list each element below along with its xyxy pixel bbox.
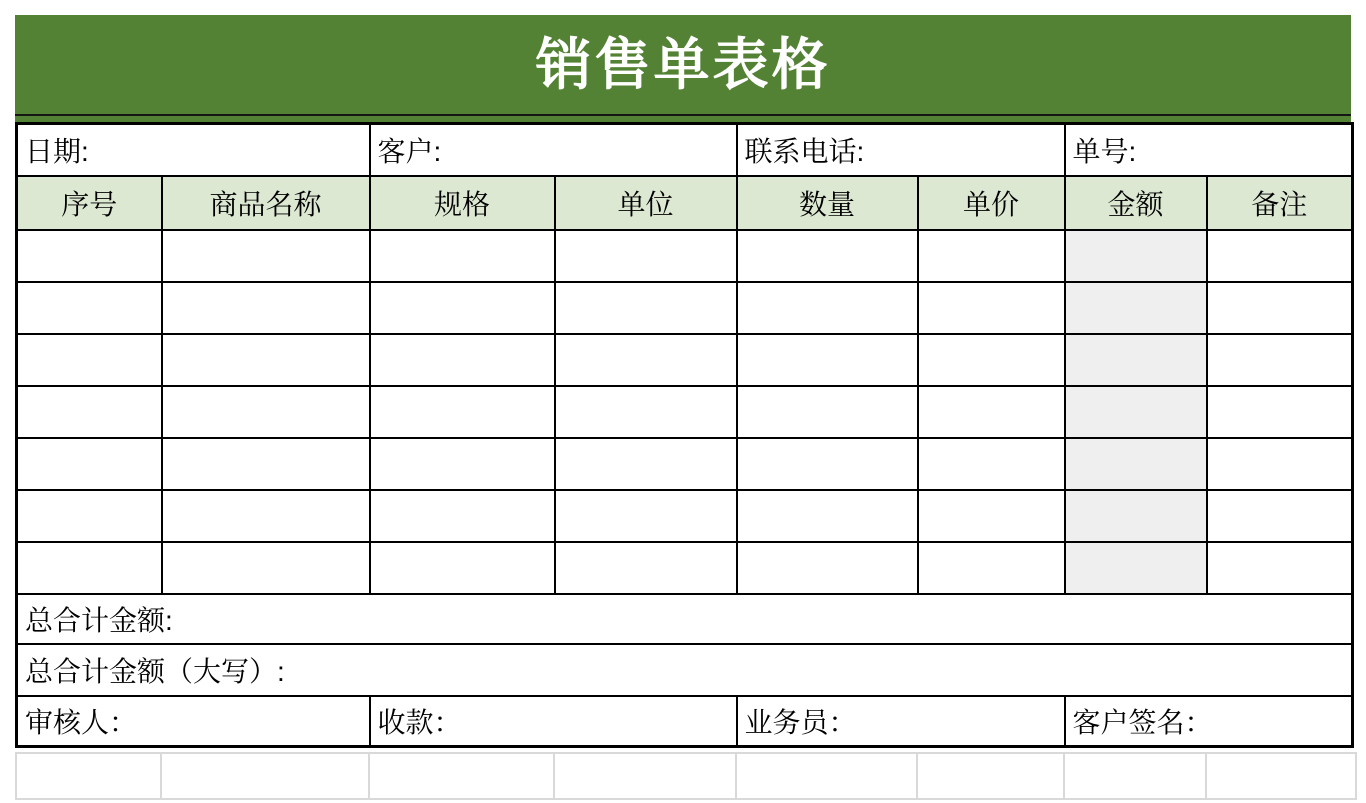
cell-amount[interactable] xyxy=(1065,542,1207,594)
cell-unit[interactable] xyxy=(555,334,737,386)
phone-field[interactable]: 联系电话: xyxy=(737,124,1065,177)
form-title: 销售单表格 xyxy=(535,32,831,96)
total-amount-caps-field[interactable]: 总合计金额（大写）: xyxy=(17,644,1353,696)
col-header-unit: 单位 xyxy=(555,176,737,230)
sheet-row xyxy=(16,753,1356,799)
cell-spec[interactable] xyxy=(370,542,555,594)
cell-note[interactable] xyxy=(1207,490,1353,542)
cell-product[interactable] xyxy=(162,334,370,386)
cell-unit[interactable] xyxy=(555,230,737,282)
cell-quantity[interactable] xyxy=(737,282,918,334)
table-row xyxy=(17,334,1353,386)
order-number-field[interactable]: 单号: xyxy=(1065,124,1353,177)
salesperson-field[interactable]: 业务员： xyxy=(737,696,1065,747)
sales-form-table xyxy=(15,122,1354,748)
spreadsheet-grid-row xyxy=(15,752,1357,800)
col-header-spec: 规格 xyxy=(370,176,555,230)
customer-field[interactable]: 客户: xyxy=(370,124,737,177)
cell-amount[interactable] xyxy=(1065,386,1207,438)
sheet-cell[interactable] xyxy=(16,753,161,799)
cell-index[interactable] xyxy=(17,490,162,542)
table-row xyxy=(17,230,1353,282)
cell-index[interactable] xyxy=(17,282,162,334)
cell-amount[interactable] xyxy=(1065,438,1207,490)
sheet-cell[interactable] xyxy=(1064,753,1206,799)
table-row xyxy=(17,438,1353,490)
cell-index[interactable] xyxy=(17,438,162,490)
cell-unit-price[interactable] xyxy=(918,490,1065,542)
cell-unit[interactable] xyxy=(555,386,737,438)
cell-quantity[interactable] xyxy=(737,386,918,438)
sheet-cell[interactable] xyxy=(736,753,917,799)
cell-spec[interactable] xyxy=(370,438,555,490)
cell-index[interactable] xyxy=(17,386,162,438)
cell-note[interactable] xyxy=(1207,230,1353,282)
sheet-cell[interactable] xyxy=(161,753,369,799)
cell-quantity[interactable] xyxy=(737,230,918,282)
cell-note[interactable] xyxy=(1207,438,1353,490)
cell-spec[interactable] xyxy=(370,334,555,386)
cell-product[interactable] xyxy=(162,490,370,542)
cell-spec[interactable] xyxy=(370,490,555,542)
cell-spec[interactable] xyxy=(370,282,555,334)
total-amount-row xyxy=(17,594,1353,644)
cell-index[interactable] xyxy=(17,542,162,594)
sheet-cell[interactable] xyxy=(1206,753,1356,799)
cell-unit-price[interactable] xyxy=(918,542,1065,594)
col-header-product: 商品名称 xyxy=(162,176,370,230)
sheet-cell[interactable] xyxy=(369,753,554,799)
table-row xyxy=(17,386,1353,438)
cell-unit-price[interactable] xyxy=(918,334,1065,386)
table-row xyxy=(17,490,1353,542)
cell-amount[interactable] xyxy=(1065,282,1207,334)
cell-unit[interactable] xyxy=(555,282,737,334)
customer-signature-field[interactable]: 客户签名： xyxy=(1065,696,1353,747)
cell-quantity[interactable] xyxy=(737,438,918,490)
sheet-cell[interactable] xyxy=(554,753,736,799)
cell-unit[interactable] xyxy=(555,490,737,542)
cell-index[interactable] xyxy=(17,230,162,282)
date-field[interactable]: 日期: xyxy=(17,124,370,177)
cell-amount[interactable] xyxy=(1065,230,1207,282)
cell-amount[interactable] xyxy=(1065,490,1207,542)
total-amount-field[interactable]: 总合计金额: xyxy=(17,594,1353,644)
col-header-note: 备注 xyxy=(1207,176,1353,230)
cell-index[interactable] xyxy=(17,334,162,386)
cell-product[interactable] xyxy=(162,282,370,334)
title-banner xyxy=(15,15,1351,114)
cell-note[interactable] xyxy=(1207,542,1353,594)
cell-unit-price[interactable] xyxy=(918,230,1065,282)
column-header-row xyxy=(17,176,1353,230)
cell-product[interactable] xyxy=(162,438,370,490)
cell-spec[interactable] xyxy=(370,386,555,438)
cell-quantity[interactable] xyxy=(737,490,918,542)
cell-note[interactable] xyxy=(1207,334,1353,386)
cell-product[interactable] xyxy=(162,542,370,594)
table-row xyxy=(17,282,1353,334)
cell-quantity[interactable] xyxy=(737,542,918,594)
cell-unit-price[interactable] xyxy=(918,282,1065,334)
signature-row xyxy=(17,696,1353,747)
table-row xyxy=(17,542,1353,594)
cell-unit-price[interactable] xyxy=(918,438,1065,490)
col-header-index: 序号 xyxy=(17,176,162,230)
cell-quantity[interactable] xyxy=(737,334,918,386)
payee-field[interactable]: 收款： xyxy=(370,696,737,747)
cell-unit[interactable] xyxy=(555,542,737,594)
col-header-quantity: 数量 xyxy=(737,176,918,230)
col-header-amount: 金额 xyxy=(1065,176,1207,230)
total-amount-caps-row xyxy=(17,644,1353,696)
info-row xyxy=(17,124,1353,177)
cell-note[interactable] xyxy=(1207,282,1353,334)
cell-product[interactable] xyxy=(162,386,370,438)
cell-note[interactable] xyxy=(1207,386,1353,438)
cell-unit-price[interactable] xyxy=(918,386,1065,438)
cell-product[interactable] xyxy=(162,230,370,282)
cell-unit[interactable] xyxy=(555,438,737,490)
col-header-unit-price: 单价 xyxy=(918,176,1065,230)
sheet-cell[interactable] xyxy=(917,753,1064,799)
reviewer-field[interactable]: 审核人： xyxy=(17,696,370,747)
cell-amount[interactable] xyxy=(1065,334,1207,386)
cell-spec[interactable] xyxy=(370,230,555,282)
